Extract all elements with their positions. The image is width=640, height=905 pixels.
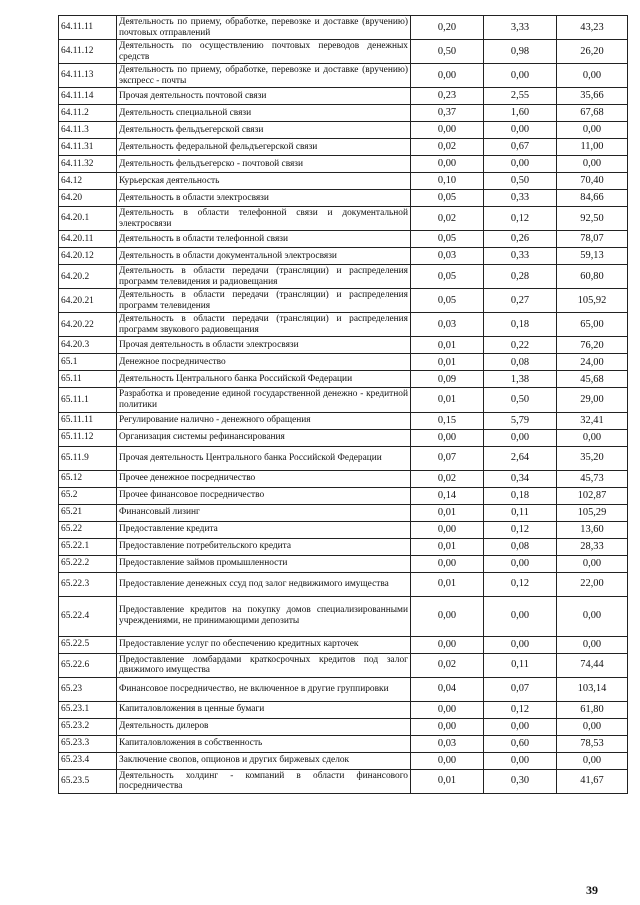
value-2: 0,12 — [484, 572, 557, 596]
value-3: 45,73 — [557, 470, 628, 487]
okved-code: 65.23.4 — [59, 752, 117, 769]
activity-name: Предоставление услуг по обеспечению кредитных карточек — [117, 636, 411, 653]
value-1: 0,01 — [411, 769, 484, 793]
activity-name: Предоставление кредита — [117, 521, 411, 538]
table-row — [59, 412, 628, 429]
value-2: 5,79 — [484, 412, 557, 429]
value-1: 0,09 — [411, 371, 484, 388]
okved-code: 65.22.6 — [59, 653, 117, 677]
activity-name: Прочая деятельность почтовой связи — [117, 88, 411, 105]
value-1: 0,00 — [411, 555, 484, 572]
value-3: 0,00 — [557, 429, 628, 446]
value-3: 92,50 — [557, 207, 628, 231]
okved-code: 64.11.11 — [59, 16, 117, 40]
value-1: 0,00 — [411, 752, 484, 769]
okved-code: 64.11.14 — [59, 88, 117, 105]
value-1: 0,03 — [411, 735, 484, 752]
value-3: 41,67 — [557, 769, 628, 793]
value-3: 84,66 — [557, 190, 628, 207]
okved-code: 65.22 — [59, 521, 117, 538]
value-2: 0,11 — [484, 653, 557, 677]
value-2: 0,26 — [484, 231, 557, 248]
value-3: 0,00 — [557, 64, 628, 88]
value-2: 0,98 — [484, 40, 557, 64]
value-3: 103,14 — [557, 677, 628, 701]
activity-name: Разработка и проведение единой государственной денежно - кредитной политики — [117, 388, 411, 412]
activity-name: Деятельность федеральной фельдъегерской связи — [117, 139, 411, 156]
value-1: 0,07 — [411, 446, 484, 470]
okved-code: 65.23.2 — [59, 718, 117, 735]
activity-name: Деятельность фельдъегерской связи — [117, 122, 411, 139]
okved-code: 65.11.12 — [59, 429, 117, 446]
value-1: 0,05 — [411, 289, 484, 313]
value-1: 0,10 — [411, 173, 484, 190]
table-row — [59, 265, 628, 289]
okved-code: 65.22.4 — [59, 596, 117, 636]
value-2: 0,00 — [484, 64, 557, 88]
value-1: 0,00 — [411, 636, 484, 653]
value-2: 2,55 — [484, 88, 557, 105]
table-row — [59, 40, 628, 64]
value-3: 65,00 — [557, 313, 628, 337]
activity-name: Деятельность в области передачи (трансляции) и распределения программ звукового радиовещания — [117, 313, 411, 337]
table-row — [59, 64, 628, 88]
okved-code: 65.2 — [59, 487, 117, 504]
table-row — [59, 521, 628, 538]
value-2: 0,12 — [484, 521, 557, 538]
table-row — [59, 388, 628, 412]
table-row — [59, 354, 628, 371]
okved-code: 64.20.22 — [59, 313, 117, 337]
value-3: 0,00 — [557, 752, 628, 769]
value-2: 0,12 — [484, 701, 557, 718]
activity-name: Деятельность в области передачи (трансляции) и распределения программ телевидения и радиовещания — [117, 265, 411, 289]
value-2: 0,00 — [484, 596, 557, 636]
value-2: 0,60 — [484, 735, 557, 752]
value-2: 0,34 — [484, 470, 557, 487]
value-3: 105,92 — [557, 289, 628, 313]
value-1: 0,00 — [411, 701, 484, 718]
activity-name: Прочая деятельность в области электросвязи — [117, 337, 411, 354]
value-1: 0,05 — [411, 190, 484, 207]
table-row — [59, 653, 628, 677]
okved-code: 64.20.11 — [59, 231, 117, 248]
okved-code: 65.22.5 — [59, 636, 117, 653]
activity-name: Деятельность в области электросвязи — [117, 190, 411, 207]
table-row — [59, 555, 628, 572]
okved-code: 65.23.5 — [59, 769, 117, 793]
table-row — [59, 718, 628, 735]
activity-name: Прочее денежное посредничество — [117, 470, 411, 487]
value-3: 105,29 — [557, 504, 628, 521]
activity-name: Предоставление денежных ссуд под залог недвижимого имущества — [117, 572, 411, 596]
value-3: 67,68 — [557, 105, 628, 122]
okved-code: 64.11.31 — [59, 139, 117, 156]
value-2: 0,27 — [484, 289, 557, 313]
table-row — [59, 88, 628, 105]
okved-code: 65.23 — [59, 677, 117, 701]
value-1: 0,20 — [411, 16, 484, 40]
okved-code: 64.20.3 — [59, 337, 117, 354]
value-3: 29,00 — [557, 388, 628, 412]
okved-code: 64.20.12 — [59, 248, 117, 265]
value-3: 78,07 — [557, 231, 628, 248]
table-row — [59, 139, 628, 156]
value-1: 0,01 — [411, 354, 484, 371]
value-2: 0,00 — [484, 429, 557, 446]
value-2: 0,30 — [484, 769, 557, 793]
value-2: 0,11 — [484, 504, 557, 521]
activity-name: Регулирование налично - денежного обращения — [117, 412, 411, 429]
value-2: 0,22 — [484, 337, 557, 354]
value-1: 0,03 — [411, 313, 484, 337]
value-1: 0,01 — [411, 337, 484, 354]
table-row — [59, 371, 628, 388]
value-1: 0,00 — [411, 156, 484, 173]
value-1: 0,04 — [411, 677, 484, 701]
value-1: 0,01 — [411, 388, 484, 412]
value-1: 0,00 — [411, 64, 484, 88]
activity-name: Деятельность холдинг - компаний в области финансового посредничества — [117, 769, 411, 793]
value-2: 0,00 — [484, 156, 557, 173]
table-row — [59, 105, 628, 122]
activity-name: Предоставление потребительского кредита — [117, 538, 411, 555]
value-1: 0,00 — [411, 122, 484, 139]
table-body — [59, 16, 628, 794]
value-1: 0,02 — [411, 207, 484, 231]
value-1: 0,14 — [411, 487, 484, 504]
value-1: 0,00 — [411, 429, 484, 446]
activity-name: Организация системы рефинансирования — [117, 429, 411, 446]
value-2: 0,00 — [484, 752, 557, 769]
activity-name: Деятельность по приему, обработке, перевозке и доставке (вручению) экспресс - почты — [117, 64, 411, 88]
value-3: 76,20 — [557, 337, 628, 354]
table-row — [59, 122, 628, 139]
value-2: 0,00 — [484, 122, 557, 139]
value-1: 0,23 — [411, 88, 484, 105]
activity-name: Деятельность Центрального банка Российской Федерации — [117, 371, 411, 388]
value-2: 0,00 — [484, 636, 557, 653]
value-3: 43,23 — [557, 16, 628, 40]
value-2: 0,18 — [484, 487, 557, 504]
table-row — [59, 313, 628, 337]
value-3: 26,20 — [557, 40, 628, 64]
value-1: 0,00 — [411, 596, 484, 636]
activity-name: Деятельность фельдъегерско - почтовой связи — [117, 156, 411, 173]
value-2: 0,08 — [484, 354, 557, 371]
okved-code: 65.11.9 — [59, 446, 117, 470]
value-2: 0,00 — [484, 555, 557, 572]
okved-code: 64.11.32 — [59, 156, 117, 173]
value-2: 2,64 — [484, 446, 557, 470]
value-2: 0,08 — [484, 538, 557, 555]
okved-code: 65.23.3 — [59, 735, 117, 752]
value-1: 0,02 — [411, 139, 484, 156]
value-3: 13,60 — [557, 521, 628, 538]
table-row — [59, 596, 628, 636]
table-row — [59, 156, 628, 173]
okved-code: 65.1 — [59, 354, 117, 371]
activity-name: Предоставление ломбардами краткосрочных кредитов под залог движимого имущества — [117, 653, 411, 677]
value-1: 0,15 — [411, 412, 484, 429]
okved-table — [58, 15, 628, 794]
value-3: 102,87 — [557, 487, 628, 504]
okved-code: 65.22.2 — [59, 555, 117, 572]
table-row — [59, 446, 628, 470]
okved-code: 64.12 — [59, 173, 117, 190]
value-1: 0,00 — [411, 718, 484, 735]
value-3: 45,68 — [557, 371, 628, 388]
okved-code: 64.11.2 — [59, 105, 117, 122]
value-2: 3,33 — [484, 16, 557, 40]
value-3: 0,00 — [557, 122, 628, 139]
activity-name: Предоставление займов промышленности — [117, 555, 411, 572]
table-row — [59, 677, 628, 701]
table-row — [59, 429, 628, 446]
value-1: 0,50 — [411, 40, 484, 64]
value-3: 74,44 — [557, 653, 628, 677]
value-3: 78,53 — [557, 735, 628, 752]
table-row — [59, 173, 628, 190]
table-row — [59, 487, 628, 504]
value-3: 60,80 — [557, 265, 628, 289]
activity-name: Деятельность по приему, обработке, перевозке и доставке (вручению) почтовых отправлений — [117, 16, 411, 40]
value-3: 0,00 — [557, 555, 628, 572]
table-row — [59, 231, 628, 248]
table-row — [59, 207, 628, 231]
activity-name: Денежное посредничество — [117, 354, 411, 371]
value-2: 0,50 — [484, 173, 557, 190]
value-3: 35,20 — [557, 446, 628, 470]
activity-name: Деятельность в области телефонной связи и документальной электросвязи — [117, 207, 411, 231]
value-1: 0,02 — [411, 653, 484, 677]
okved-code: 65.22.1 — [59, 538, 117, 555]
okved-code: 64.11.13 — [59, 64, 117, 88]
table-row — [59, 16, 628, 40]
activity-name: Финансовое посредничество, не включенное в другие группировки — [117, 677, 411, 701]
activity-name: Деятельность в области документальной электросвязи — [117, 248, 411, 265]
value-2: 0,33 — [484, 190, 557, 207]
table-row — [59, 504, 628, 521]
activity-name: Прочая деятельность Центрального банка Российской Федерации — [117, 446, 411, 470]
value-1: 0,00 — [411, 521, 484, 538]
okved-code: 65.11 — [59, 371, 117, 388]
okved-code: 65.11.11 — [59, 412, 117, 429]
table-row — [59, 701, 628, 718]
activity-name: Деятельность специальной связи — [117, 105, 411, 122]
table-row — [59, 248, 628, 265]
okved-code: 65.22.3 — [59, 572, 117, 596]
table-row — [59, 538, 628, 555]
value-2: 0,12 — [484, 207, 557, 231]
value-3: 59,13 — [557, 248, 628, 265]
value-2: 0,67 — [484, 139, 557, 156]
okved-code: 64.20.1 — [59, 207, 117, 231]
value-1: 0,01 — [411, 572, 484, 596]
value-2: 0,28 — [484, 265, 557, 289]
activity-name: Деятельность по осуществлению почтовых переводов денежных средств — [117, 40, 411, 64]
value-2: 0,00 — [484, 718, 557, 735]
value-3: 0,00 — [557, 636, 628, 653]
value-3: 35,66 — [557, 88, 628, 105]
okved-code: 64.20.2 — [59, 265, 117, 289]
okved-code: 64.20.21 — [59, 289, 117, 313]
okved-code: 65.12 — [59, 470, 117, 487]
table-row — [59, 337, 628, 354]
value-3: 22,00 — [557, 572, 628, 596]
table-row — [59, 636, 628, 653]
value-1: 0,01 — [411, 504, 484, 521]
activity-name: Капиталовложения в собственность — [117, 735, 411, 752]
okved-code: 64.20 — [59, 190, 117, 207]
value-3: 70,40 — [557, 173, 628, 190]
okved-code: 65.23.1 — [59, 701, 117, 718]
activity-name: Финансовый лизинг — [117, 504, 411, 521]
okved-code: 64.11.3 — [59, 122, 117, 139]
activity-name: Деятельность дилеров — [117, 718, 411, 735]
activity-name: Заключение свопов, опционов и других биржевых сделок — [117, 752, 411, 769]
value-1: 0,37 — [411, 105, 484, 122]
value-2: 0,18 — [484, 313, 557, 337]
value-2: 0,33 — [484, 248, 557, 265]
value-1: 0,05 — [411, 231, 484, 248]
value-2: 1,60 — [484, 105, 557, 122]
value-1: 0,03 — [411, 248, 484, 265]
value-3: 11,00 — [557, 139, 628, 156]
value-3: 28,33 — [557, 538, 628, 555]
table-row — [59, 769, 628, 793]
value-2: 1,38 — [484, 371, 557, 388]
value-3: 0,00 — [557, 156, 628, 173]
activity-name: Деятельность в области телефонной связи — [117, 231, 411, 248]
value-1: 0,02 — [411, 470, 484, 487]
value-2: 0,50 — [484, 388, 557, 412]
table-row — [59, 752, 628, 769]
value-3: 32,41 — [557, 412, 628, 429]
value-3: 61,80 — [557, 701, 628, 718]
activity-name: Предоставление кредитов на покупку домов специализированными учреждениями, не принимающими депозиты — [117, 596, 411, 636]
activity-name: Деятельность в области передачи (трансляции) и распределения программ телевидения — [117, 289, 411, 313]
value-3: 0,00 — [557, 718, 628, 735]
table-row — [59, 735, 628, 752]
okved-code: 65.11.1 — [59, 388, 117, 412]
table-row — [59, 572, 628, 596]
activity-name: Курьерская деятельность — [117, 173, 411, 190]
activity-name: Прочее финансовое посредничество — [117, 487, 411, 504]
table-row — [59, 289, 628, 313]
table-row — [59, 190, 628, 207]
value-2: 0,07 — [484, 677, 557, 701]
table-row — [59, 470, 628, 487]
page-number: 39 — [586, 883, 598, 897]
activity-name: Капиталовложения в ценные бумаги — [117, 701, 411, 718]
value-1: 0,01 — [411, 538, 484, 555]
okved-code: 65.21 — [59, 504, 117, 521]
value-3: 24,00 — [557, 354, 628, 371]
value-1: 0,05 — [411, 265, 484, 289]
okved-code: 64.11.12 — [59, 40, 117, 64]
value-3: 0,00 — [557, 596, 628, 636]
